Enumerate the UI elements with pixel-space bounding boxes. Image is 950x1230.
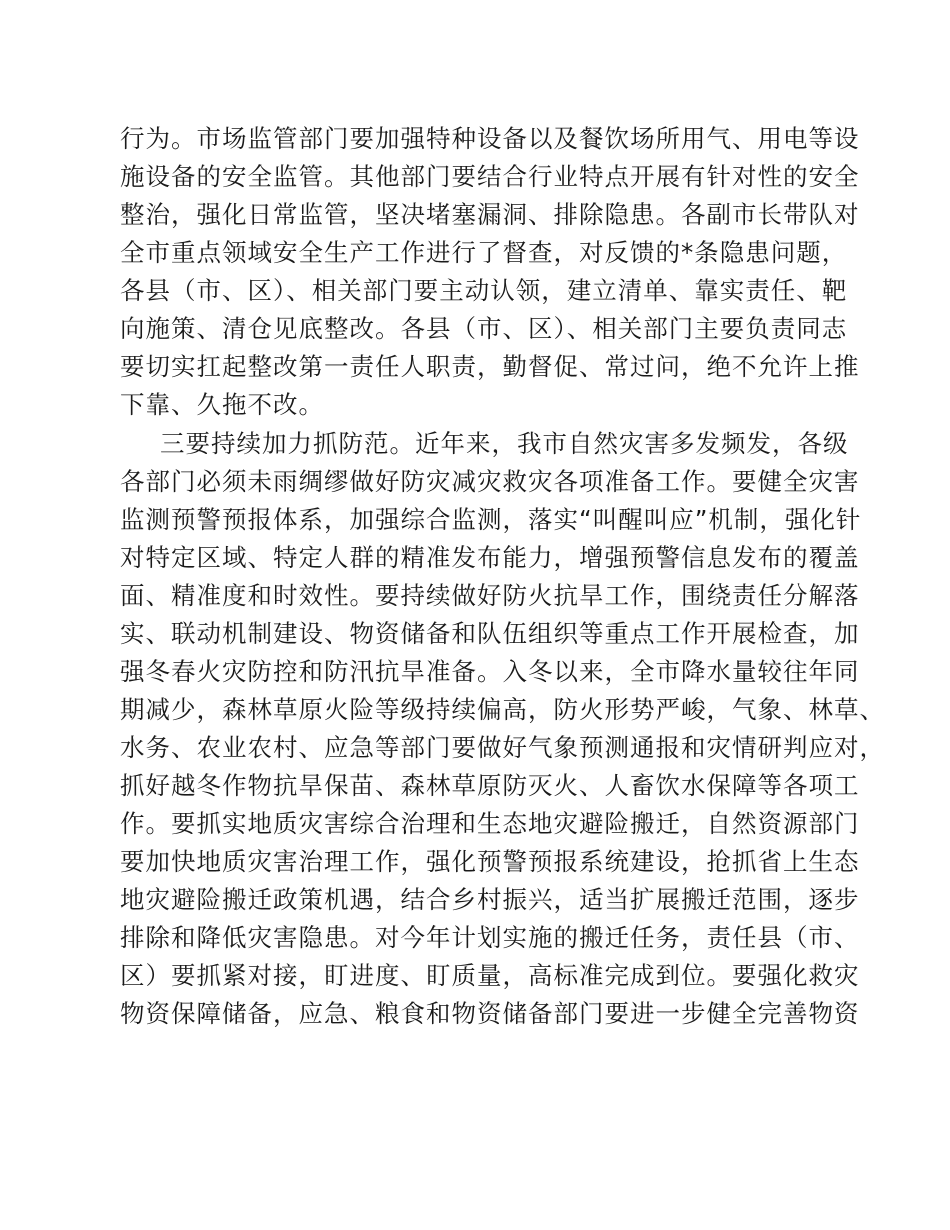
text-line: 排除和降低灾害隐患。对今年计划实施的搬迁任务，责任县（市、 <box>120 923 860 952</box>
text-line: 地灾避险搬迁政策机遇，结合乡村振兴，适当扩展搬迁范围，逐步 <box>120 885 860 914</box>
text-line: 抓好越冬作物抗旱保苗、森林草原防灭火、人畜饮水保障等各项工 <box>120 771 860 800</box>
text-line: 要切实扛起整改第一责任人职责，勤督促、常过问，绝不允许上推 <box>120 352 860 381</box>
text-line: 期减少，森林草原火险等级持续偏高，防火形势严峻，气象、林草、 <box>120 695 885 724</box>
text-line: 行为。市场监管部门要加强特种设备以及餐饮场所用气、用电等设 <box>120 124 860 153</box>
text-line: 区）要抓紧对接，盯进度、盯质量，高标准完成到位。要强化救灾 <box>120 961 860 990</box>
text-line: 水务、农业农村、应急等部门要做好气象预测通报和灾情研判应对， <box>120 733 885 762</box>
text-line: 各县（市、区）、相关部门要主动认领，建立清单、靠实责任、靶 <box>120 276 848 305</box>
text-line: 强冬春火灾防控和防汛抗旱准备。入冬以来，全市降水量较往年同 <box>120 657 860 686</box>
text-line: 施设备的安全监管。其他部门要结合行业特点开展有针对性的安全 <box>120 162 860 191</box>
text-line: 下靠、久拖不改。 <box>120 390 324 419</box>
text-line: 要加快地质灾害治理工作，强化预警预报系统建设，抢抓省上生态 <box>120 847 860 876</box>
paragraph-2 <box>120 425 885 1033</box>
text-line: 三要持续加力抓防范。近年来，我市自然灾害多发频发，各级 <box>160 429 849 458</box>
text-line: 整治，强化日常监管，坚决堵塞漏洞、排除隐患。各副市长带队对 <box>120 200 860 229</box>
text-line: 作。要抓实地质灾害综合治理和生态地灾避险搬迁，自然资源部门 <box>120 809 860 838</box>
text-line: 全市重点领域安全生产工作进行了督查，对反馈的*条隐患问题， <box>120 238 848 267</box>
text-line: 向施策、清仓见底整改。各县（市、区）、相关部门主要负责同志 <box>120 314 848 343</box>
paragraph-1 <box>120 120 860 424</box>
text-line: 面、精准度和时效性。要持续做好防火抗旱工作，围绕责任分解落 <box>120 581 860 610</box>
text-line: 对特定区域、特定人群的精准发布能力，增强预警信息发布的覆盖 <box>120 543 860 572</box>
text-line: 各部门必须未雨绸缪做好防灾减灾救灾各项准备工作。要健全灾害 <box>120 467 860 496</box>
text-line: 物资保障储备，应急、粮食和物资储备部门要进一步健全完善物资 <box>120 999 860 1028</box>
text-line: 实、联动机制建设、物资储备和队伍组织等重点工作开展检查，加 <box>120 619 860 648</box>
text-line: 监测预警预报体系，加强综合监测，落实“叫醒叫应”机制，强化针 <box>120 505 862 534</box>
